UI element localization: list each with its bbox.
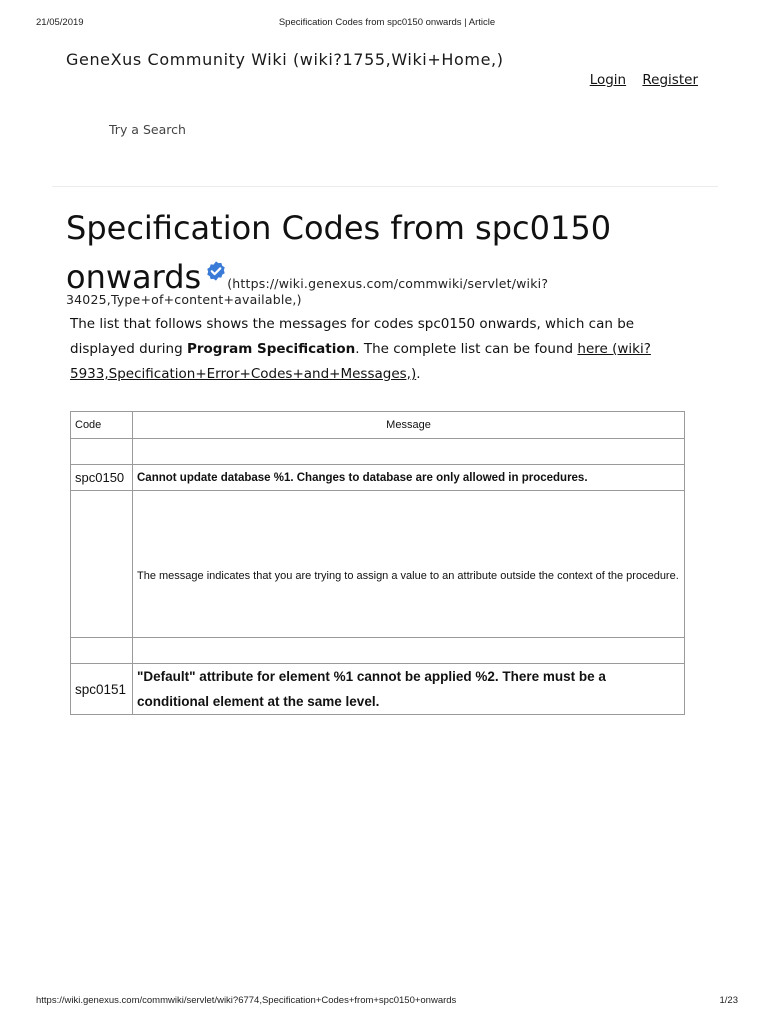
- content-type-link-continued[interactable]: 34025,Type+of+content+available,): [66, 292, 302, 307]
- auth-links: [578, 72, 698, 88]
- error-codes-link[interactable]: here (wiki?5933,Specification+Error+Codes+and+Messages,): [70, 341, 651, 382]
- print-page-title: Specification Codes from spc0150 onwards | Article: [278, 17, 496, 28]
- print-url: https://wiki.genexus.com/commwiki/servlet/wiki?6774,Specification+Codes+from+spc0150+onwards: [36, 995, 457, 1006]
- intro-text-1: The list that follows shows the messages for codes spc0150 onwards, which can be displayed during: [70, 316, 635, 357]
- code-cell: spc0151: [71, 664, 133, 715]
- table-row: [71, 664, 685, 715]
- page-title-line1: Specification Codes from spc0150: [66, 209, 612, 247]
- description-text: The message indicates that you are trying to assign a value to an attribute outside the context of the procedure.: [137, 569, 679, 582]
- header-divider: [52, 186, 718, 187]
- verified-badge-icon: [205, 250, 227, 272]
- print-footer: [36, 995, 738, 1007]
- message-column-header: Message: [133, 412, 685, 439]
- table-row-description: [71, 491, 685, 638]
- code-column-header: Code: [71, 412, 133, 439]
- program-specification-term: Program Specification: [186, 341, 356, 357]
- code-cell: spc0150: [71, 465, 133, 491]
- intro-paragraph: [70, 312, 690, 387]
- print-page-number: 1/23: [719, 995, 738, 1006]
- message-cell: "Default" attribute for element %1 cannot be applied %2. There must be a conditional element at the same level.: [133, 664, 685, 715]
- intro-end: .: [416, 366, 421, 382]
- print-date: 21/05/2019: [36, 17, 84, 28]
- content-type-link[interactable]: (https://wiki.genexus.com/commwiki/servlet/wiki?: [227, 276, 549, 291]
- messages-table: [70, 411, 685, 715]
- register-link[interactable]: Register: [642, 72, 698, 88]
- table-spacer-row: [71, 638, 685, 664]
- page-title: [66, 207, 666, 305]
- page-title-line2: onwards: [66, 258, 202, 296]
- login-link[interactable]: Login: [589, 72, 627, 88]
- table-header-row: [71, 412, 685, 439]
- table-row: [71, 465, 685, 491]
- site-title[interactable]: GeneXus Community Wiki (wiki?1755,Wiki+Home,): [66, 50, 504, 69]
- search-input[interactable]: Try a Search: [109, 122, 186, 137]
- print-header: [36, 17, 738, 31]
- table-spacer-row: [71, 439, 685, 465]
- intro-text-2: . The complete list can be found: [355, 341, 578, 357]
- message-cell: Cannot update database %1. Changes to database are only allowed in procedures.: [133, 465, 685, 491]
